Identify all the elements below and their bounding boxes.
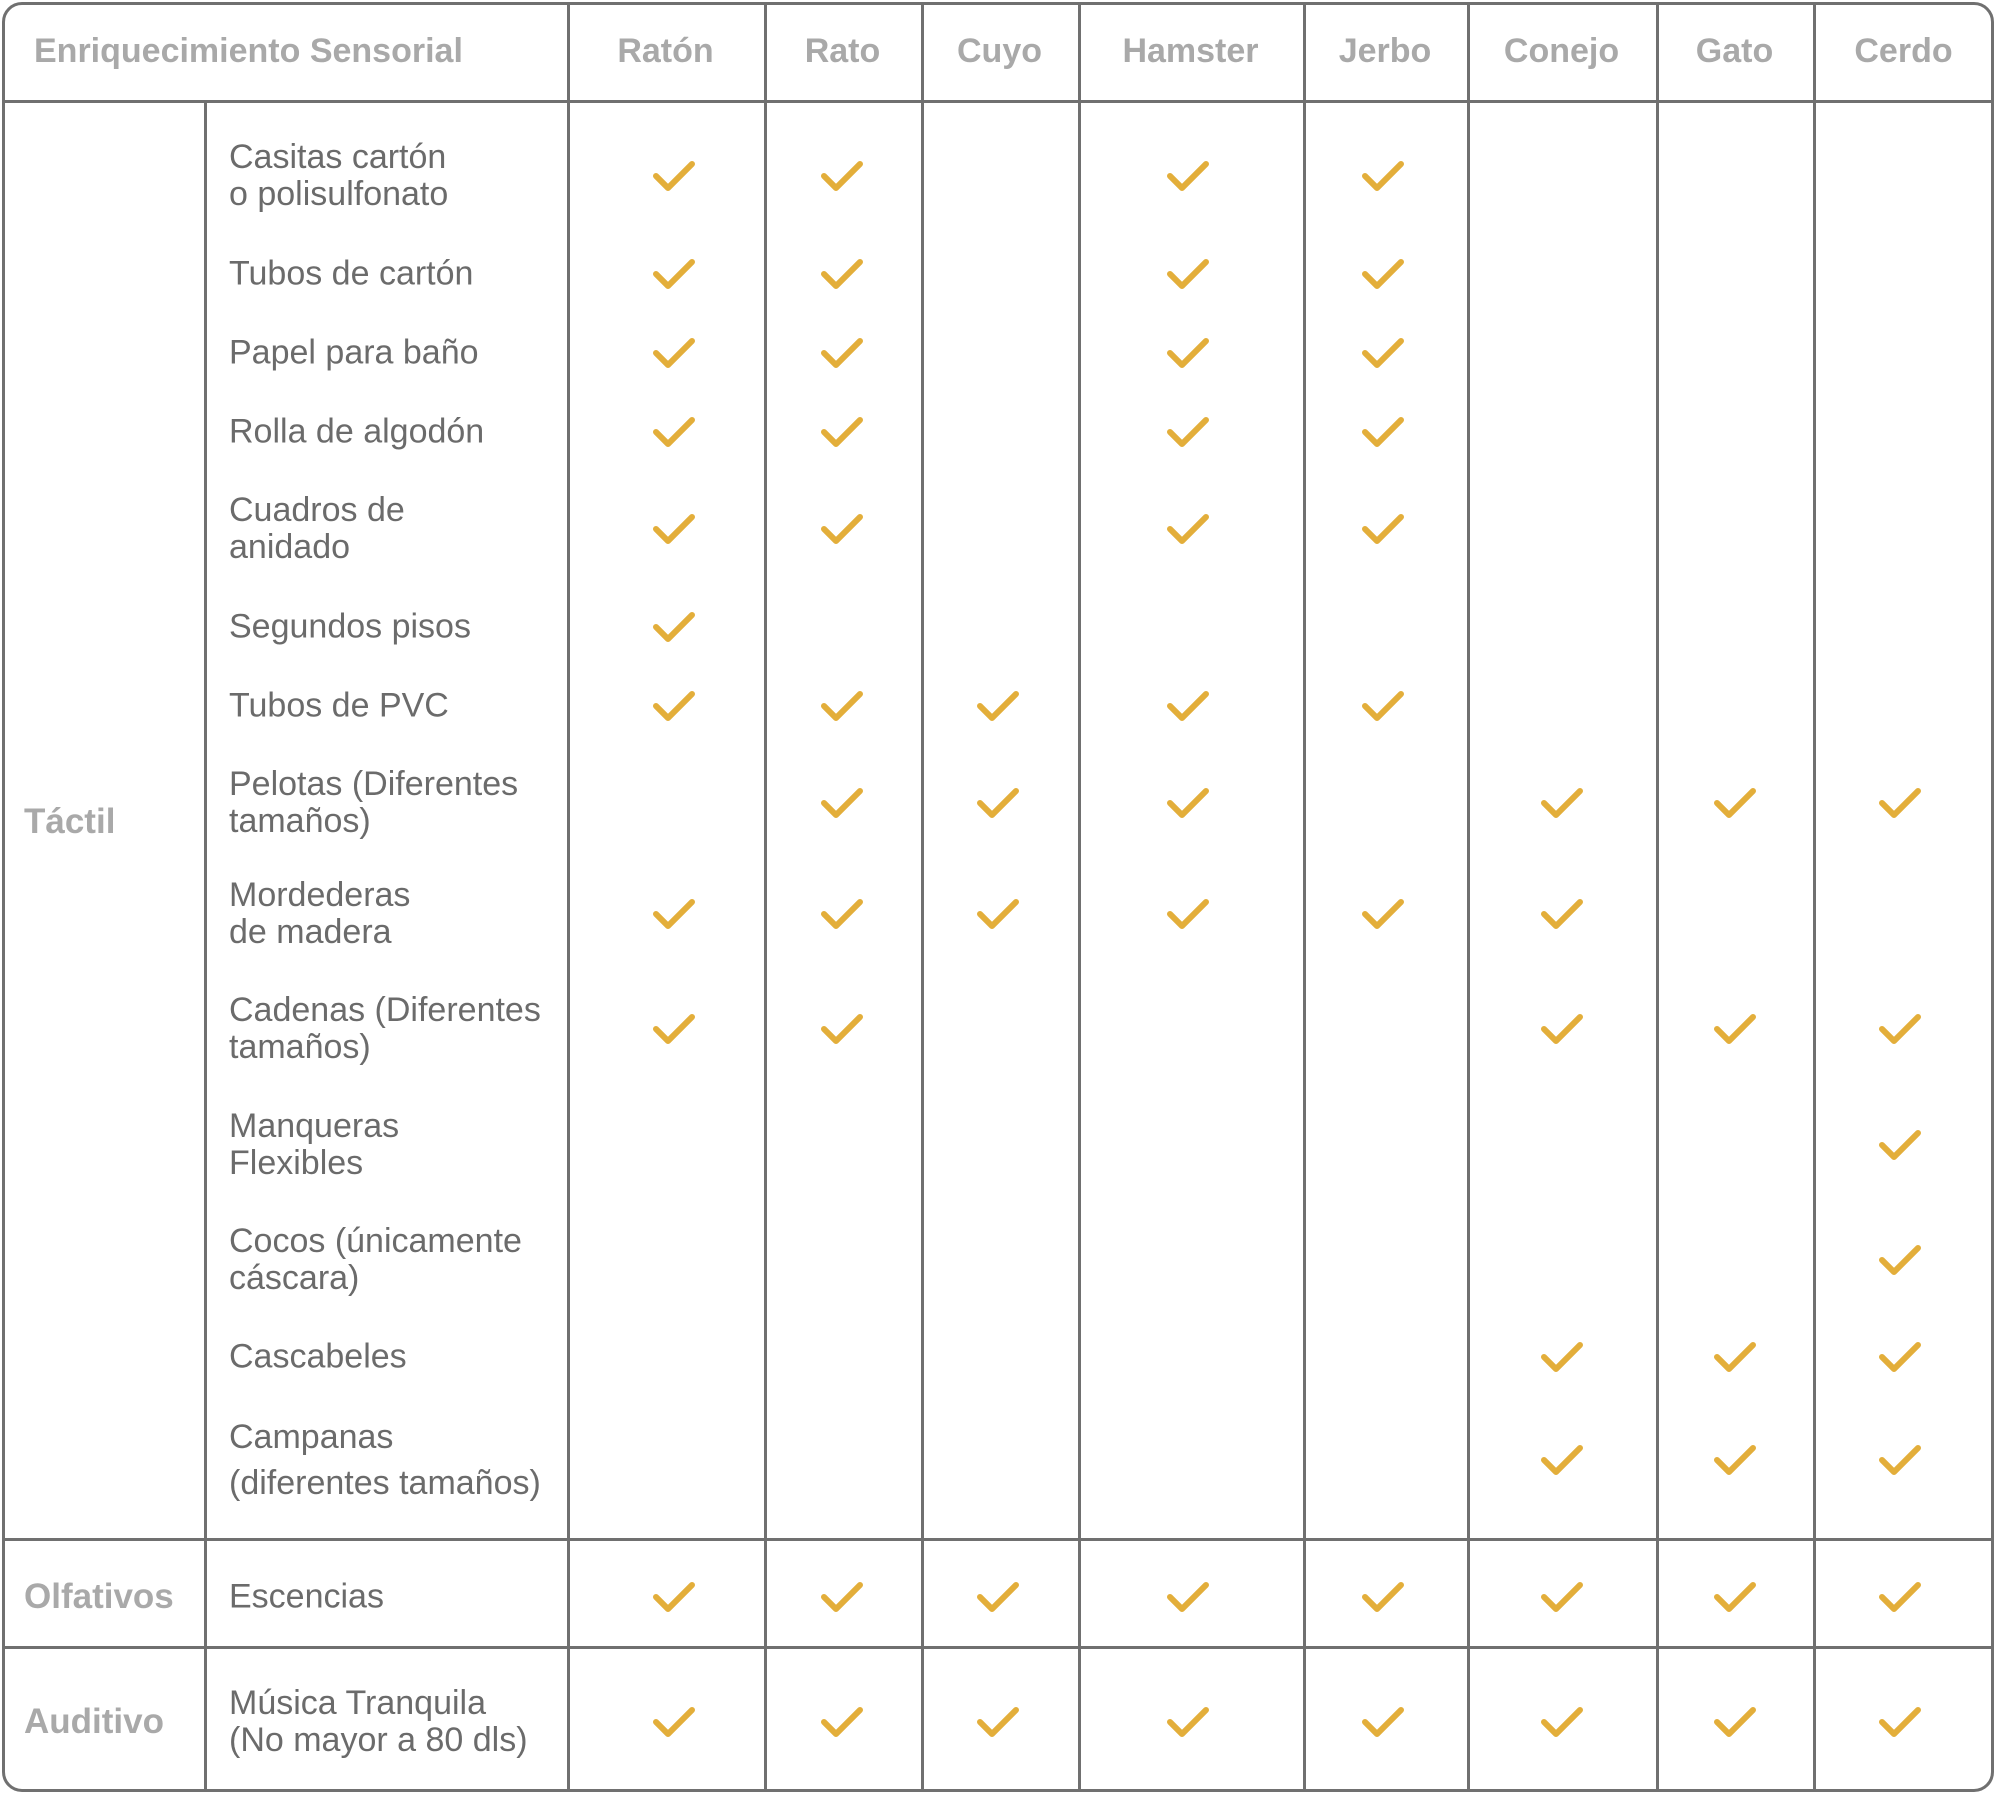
column-divider xyxy=(1813,4,1816,1792)
check-icon xyxy=(651,896,697,932)
row-label: Cascabeles xyxy=(229,1337,407,1376)
check-icon xyxy=(1360,511,1406,547)
row-label: Escencias xyxy=(229,1577,384,1616)
check-icon xyxy=(1360,1704,1406,1740)
row-label: Cocos (únicamente cáscara) xyxy=(229,1222,522,1297)
check-icon xyxy=(819,688,865,724)
check-icon xyxy=(819,1704,865,1740)
check-icon xyxy=(651,511,697,547)
check-icon xyxy=(651,1579,697,1615)
check-icon xyxy=(1360,896,1406,932)
column-header-hamster: Hamster xyxy=(1122,31,1259,70)
row-label: Casitas cartón o polisulfonato xyxy=(229,138,449,213)
column-divider xyxy=(1467,4,1470,1792)
check-icon xyxy=(1165,688,1211,724)
check-icon xyxy=(1877,1011,1923,1047)
column-header-cerdo: Cerdo xyxy=(1854,31,1953,70)
check-icon xyxy=(819,256,865,292)
check-icon xyxy=(1877,1442,1923,1478)
check-icon xyxy=(1165,1579,1211,1615)
category-auditivo: Auditivo xyxy=(24,1702,164,1741)
check-icon xyxy=(975,896,1021,932)
check-icon xyxy=(1712,1704,1758,1740)
column-divider xyxy=(1078,4,1081,1792)
check-icon xyxy=(1877,1127,1923,1163)
check-icon xyxy=(1539,785,1585,821)
column-divider xyxy=(1656,4,1659,1792)
check-icon xyxy=(1165,414,1211,450)
check-icon xyxy=(1360,688,1406,724)
check-icon xyxy=(819,896,865,932)
row-label: Pelotas (Diferentes tamaños) xyxy=(229,765,519,840)
row-label: Papel para baño xyxy=(229,333,479,372)
check-icon xyxy=(1360,256,1406,292)
check-icon xyxy=(1877,785,1923,821)
check-icon xyxy=(1539,1339,1585,1375)
category-column-divider xyxy=(204,100,207,1792)
check-icon xyxy=(1877,1339,1923,1375)
column-header-jerbo: Jerbo xyxy=(1338,31,1432,70)
check-icon xyxy=(651,609,697,645)
category-divider xyxy=(4,1646,1994,1649)
check-icon xyxy=(1877,1704,1923,1740)
check-icon xyxy=(819,511,865,547)
check-icon xyxy=(1877,1242,1923,1278)
header-title: Enriquecimiento Sensorial xyxy=(34,31,463,70)
check-icon xyxy=(651,688,697,724)
column-header-rato: Rato xyxy=(804,31,881,70)
check-icon xyxy=(975,1579,1021,1615)
check-icon xyxy=(975,1704,1021,1740)
check-icon xyxy=(651,335,697,371)
check-icon xyxy=(651,414,697,450)
column-header-conejo: Conejo xyxy=(1503,31,1620,70)
check-icon xyxy=(1539,896,1585,932)
row-label: Tubos de cartón xyxy=(229,254,474,293)
row-label: Cuadros de anidado xyxy=(229,491,405,566)
check-icon xyxy=(651,1011,697,1047)
check-icon xyxy=(1360,1579,1406,1615)
category-olfativos: Olfativos xyxy=(24,1577,174,1616)
row-label: Segundos pisos xyxy=(229,607,471,646)
check-icon xyxy=(1539,1704,1585,1740)
check-icon xyxy=(819,785,865,821)
check-icon xyxy=(1165,158,1211,194)
check-icon xyxy=(1539,1442,1585,1478)
row-label: Mordederas de madera xyxy=(229,876,411,951)
check-icon xyxy=(975,688,1021,724)
check-icon xyxy=(1360,414,1406,450)
check-icon xyxy=(819,158,865,194)
check-icon xyxy=(1712,1579,1758,1615)
row-label: Cadenas (Diferentes tamaños) xyxy=(229,991,541,1066)
check-icon xyxy=(819,1579,865,1615)
check-icon xyxy=(1712,1339,1758,1375)
check-icon xyxy=(651,256,697,292)
check-icon xyxy=(1360,335,1406,371)
check-icon xyxy=(1877,1579,1923,1615)
check-icon xyxy=(1165,896,1211,932)
check-icon xyxy=(975,785,1021,821)
check-icon xyxy=(1165,335,1211,371)
check-icon xyxy=(1712,1442,1758,1478)
column-divider xyxy=(567,4,570,1792)
check-icon xyxy=(1712,785,1758,821)
check-icon xyxy=(819,1011,865,1047)
check-icon xyxy=(1360,158,1406,194)
check-icon xyxy=(1539,1579,1585,1615)
check-icon xyxy=(1165,1704,1211,1740)
check-icon xyxy=(1539,1011,1585,1047)
column-header-ratn: Ratón xyxy=(617,31,714,70)
column-header-cuyo: Cuyo xyxy=(957,31,1042,70)
check-icon xyxy=(1165,511,1211,547)
column-divider xyxy=(764,4,767,1792)
check-icon xyxy=(819,414,865,450)
check-icon xyxy=(819,335,865,371)
check-icon xyxy=(1712,1011,1758,1047)
column-divider xyxy=(921,4,924,1792)
row-label: Campanas (diferentes tamaños) xyxy=(229,1418,541,1502)
row-label: Tubos de PVC xyxy=(229,686,449,725)
check-icon xyxy=(1165,256,1211,292)
column-divider xyxy=(1303,4,1306,1792)
row-label: Música Tranquila (No mayor a 80 dls) xyxy=(229,1684,528,1759)
category-divider xyxy=(4,1538,1994,1541)
category-tctil: Táctil xyxy=(24,802,116,841)
check-icon xyxy=(1165,785,1211,821)
check-icon xyxy=(651,158,697,194)
check-icon xyxy=(651,1704,697,1740)
row-label: Manqueras Flexibles xyxy=(229,1107,400,1182)
row-label: Rolla de algodón xyxy=(229,412,485,451)
column-header-gato: Gato xyxy=(1695,31,1774,70)
